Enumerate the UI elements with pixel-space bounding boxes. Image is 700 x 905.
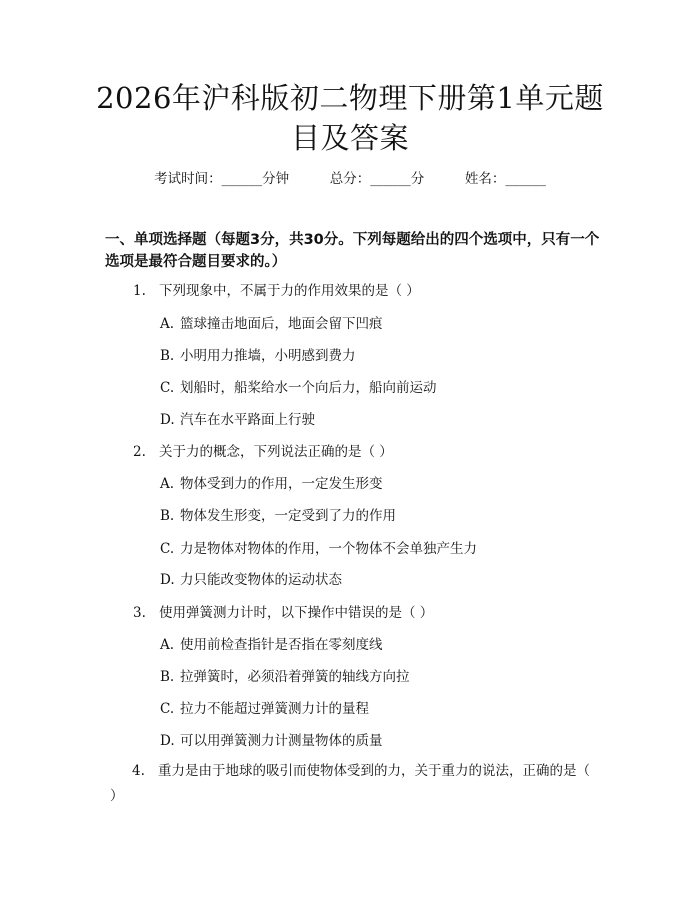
total-score-field: 总分：______分 — [329, 171, 425, 187]
student-name-field: 姓名：______ — [464, 171, 546, 187]
question-2-option-d — [160, 571, 342, 589]
option-letter: B. — [160, 348, 175, 364]
question-text: 使用弹簧测力计时，以下操作中错误的是（ ） — [159, 605, 434, 621]
question-text: 重力是由于地球的吸引而使物体受到的力，关于重力的说法，正确的是（ ） — [110, 763, 590, 804]
option-text: 物体受到力的作用，一定发生形变 — [180, 476, 383, 492]
question-number: 2. — [133, 444, 146, 460]
question-1-option-c — [160, 379, 437, 397]
question-2-option-b — [160, 507, 396, 525]
option-text: 汽车在水平路面上行驶 — [180, 412, 315, 428]
option-text: 力是物体对物体的作用，一个物体不会单独产生力 — [180, 541, 477, 557]
option-letter: B. — [160, 669, 175, 685]
question-3-option-c — [160, 700, 369, 718]
option-letter: C. — [160, 541, 175, 557]
option-letter: D. — [160, 733, 175, 749]
exam-time-field: 考试时间：______分钟 — [154, 171, 290, 187]
option-letter: A. — [160, 316, 175, 332]
document-title: 2026年沪科版初二物理下册第1单元题目及答案 — [96, 81, 604, 155]
option-letter: C. — [160, 701, 175, 717]
question-3-option-d — [160, 732, 383, 750]
option-text: 力只能改变物体的运动状态 — [180, 572, 342, 588]
option-letter: D. — [160, 572, 175, 588]
question-3-option-a — [160, 636, 383, 654]
question-4 — [110, 759, 590, 809]
question-number: 4. — [132, 763, 145, 779]
question-2-option-c — [160, 540, 477, 558]
question-1-option-a — [160, 315, 383, 333]
option-letter: B. — [160, 508, 175, 524]
question-1 — [133, 282, 420, 300]
option-letter: A. — [160, 637, 175, 653]
question-number: 1. — [133, 283, 146, 299]
option-letter: A. — [160, 476, 175, 492]
question-2 — [133, 443, 393, 461]
question-text: 关于力的概念，下列说法正确的是（ ） — [159, 444, 393, 460]
exam-info-line — [0, 170, 700, 188]
question-number: 3. — [133, 605, 146, 621]
option-text: 使用前检查指针是否指在零刻度线 — [180, 637, 383, 653]
option-text: 划船时，船桨给水一个向后力，船向前运动 — [180, 380, 437, 396]
question-1-option-d — [160, 411, 315, 429]
question-2-option-a — [160, 475, 383, 493]
option-text: 物体发生形变，一定受到了力的作用 — [180, 508, 396, 524]
question-text: 下列现象中，不属于力的作用效果的是（ ） — [159, 283, 420, 299]
section-heading: 一、单项选择题（每题3分，共30分。下列每题给出的四个选项中，只有一个选项是最符合题目要求的。） — [105, 232, 600, 270]
option-text: 拉力不能超过弹簧测力计的量程 — [180, 701, 369, 717]
option-text: 小明用力推墙，小明感到费力 — [180, 348, 356, 364]
question-3 — [133, 604, 433, 622]
option-text: 可以用弹簧测力计测量物体的质量 — [180, 733, 383, 749]
question-1-option-b — [160, 347, 356, 365]
option-letter: C. — [160, 380, 175, 396]
option-text: 篮球撞击地面后，地面会留下凹痕 — [180, 316, 383, 332]
question-3-option-b — [160, 668, 410, 686]
option-letter: D. — [160, 412, 175, 428]
option-text: 拉弹簧时，必须沿着弹簧的轴线方向拉 — [180, 669, 410, 685]
